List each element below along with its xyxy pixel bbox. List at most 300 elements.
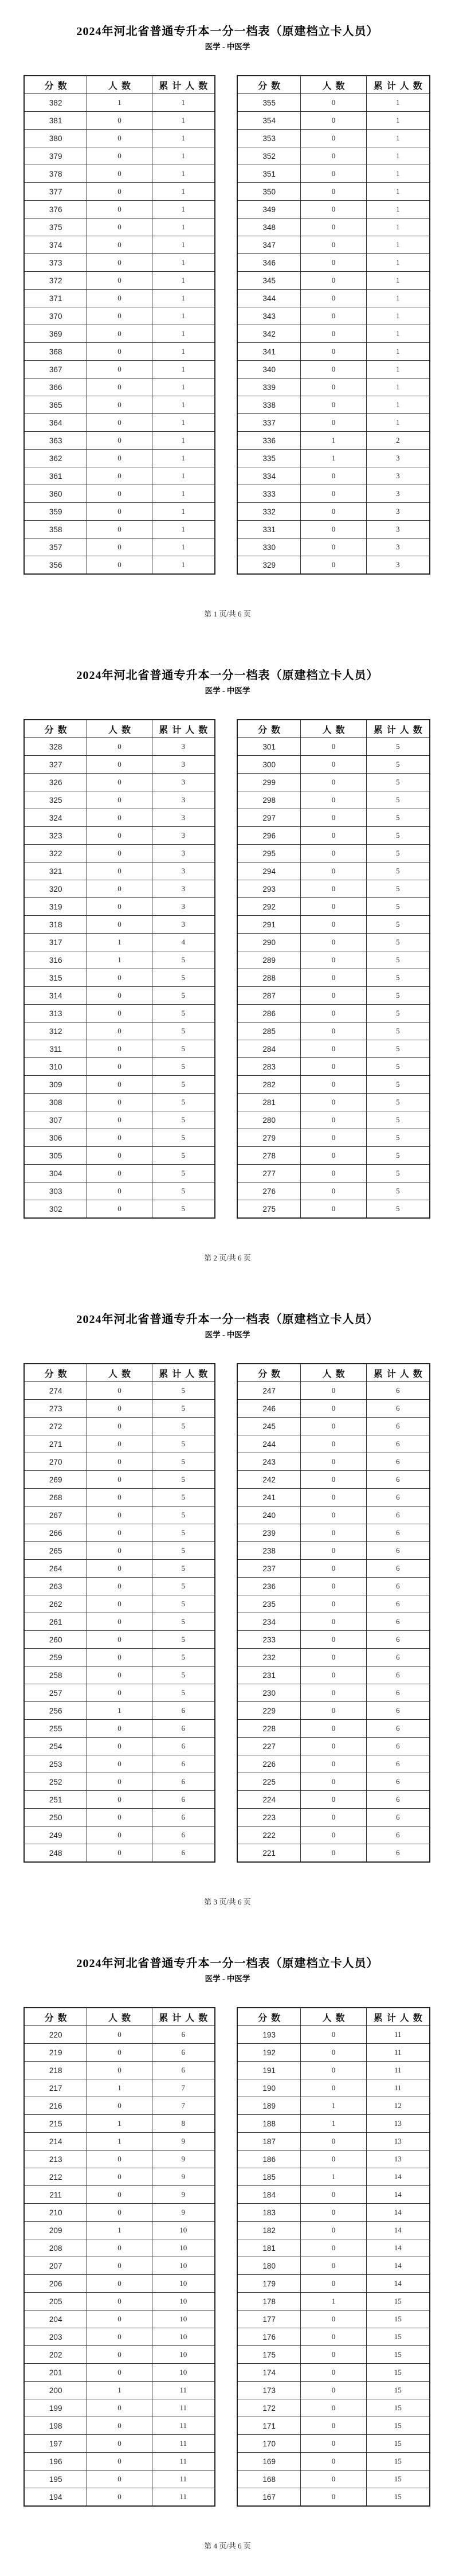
count-cell: 0 — [87, 791, 152, 809]
count-cell: 0 — [87, 183, 152, 201]
count-cell: 0 — [87, 2150, 152, 2168]
score-table-left — [23, 719, 215, 1219]
table-row — [24, 1524, 215, 1542]
count-cell: 0 — [87, 165, 152, 183]
score-cell: 281 — [237, 1094, 301, 1111]
count-cell: 0 — [87, 738, 152, 756]
table-row — [24, 1111, 215, 1129]
score-cell: 317 — [24, 934, 87, 951]
count-cell: 0 — [87, 845, 152, 862]
count-cell: 0 — [87, 2204, 152, 2222]
cumulative-cell: 6 — [152, 1773, 215, 1791]
table-row — [24, 2435, 215, 2453]
table-row — [237, 2186, 430, 2204]
cumulative-cell: 10 — [152, 2364, 215, 2382]
score-cell: 204 — [24, 2310, 87, 2328]
score-cell: 373 — [24, 254, 87, 272]
count-cell: 1 — [301, 2293, 366, 2310]
cumulative-cell: 9 — [152, 2150, 215, 2168]
score-cell: 233 — [237, 1631, 301, 1649]
count-cell: 0 — [301, 2364, 366, 2382]
score-cell: 276 — [237, 1182, 301, 1200]
table-row — [237, 2079, 430, 2097]
score-cell: 215 — [24, 2115, 87, 2133]
table-row — [24, 774, 215, 791]
score-cell: 242 — [237, 1471, 301, 1489]
count-cell: 0 — [301, 1200, 366, 1219]
page-subtitle: 医学 - 中医学 — [205, 1974, 250, 1983]
score-cell: 184 — [237, 2186, 301, 2204]
count-cell: 0 — [301, 1560, 366, 1578]
count-cell: 0 — [87, 2239, 152, 2257]
cumulative-cell: 6 — [366, 1755, 430, 1773]
count-cell: 0 — [87, 2168, 152, 2186]
score-cell: 177 — [237, 2310, 301, 2328]
table-row — [24, 1613, 215, 1631]
cumulative-cell: 15 — [366, 2382, 430, 2399]
cumulative-cell: 6 — [152, 2044, 215, 2062]
table-row — [24, 2186, 215, 2204]
count-cell: 0 — [301, 254, 366, 272]
cumulative-cell: 9 — [152, 2168, 215, 2186]
count-cell: 0 — [87, 1005, 152, 1022]
score-cell: 212 — [24, 2168, 87, 2186]
score-cell: 168 — [237, 2470, 301, 2488]
table-row — [24, 1382, 215, 1400]
table-row — [24, 1094, 215, 1111]
table-row — [24, 2026, 215, 2044]
column-header-count: 人数 — [301, 76, 366, 94]
table-row — [24, 1040, 215, 1058]
table-row — [24, 378, 215, 396]
score-cell: 190 — [237, 2079, 301, 2097]
table-row — [24, 2399, 215, 2417]
count-cell: 0 — [87, 538, 152, 556]
count-cell: 0 — [301, 556, 366, 575]
cumulative-cell: 1 — [366, 218, 430, 236]
count-cell: 0 — [301, 1094, 366, 1111]
score-cell: 180 — [237, 2257, 301, 2275]
count-cell: 0 — [87, 1773, 152, 1791]
score-cell: 191 — [237, 2062, 301, 2079]
score-cell: 247 — [237, 1382, 301, 1400]
score-cell: 214 — [24, 2133, 87, 2150]
cumulative-cell: 5 — [152, 1435, 215, 1453]
count-cell: 0 — [301, 1453, 366, 1471]
cumulative-cell: 1 — [152, 467, 215, 485]
cumulative-cell: 5 — [366, 1147, 430, 1165]
table-row — [24, 1631, 215, 1649]
cumulative-cell: 5 — [152, 1560, 215, 1578]
cumulative-cell: 13 — [366, 2133, 430, 2150]
table-row — [24, 969, 215, 987]
table-row — [237, 987, 430, 1005]
table-header-row — [24, 1364, 215, 1382]
cumulative-cell: 5 — [152, 1418, 215, 1435]
score-cell: 300 — [237, 756, 301, 774]
score-cell: 316 — [24, 951, 87, 969]
column-header-score: 分数 — [24, 76, 87, 94]
cumulative-cell: 5 — [366, 1111, 430, 1129]
table-row — [237, 2222, 430, 2239]
table-row — [24, 272, 215, 290]
table-row — [237, 130, 430, 147]
table-row — [237, 1418, 430, 1435]
table-row — [24, 2293, 215, 2310]
score-cell: 381 — [24, 112, 87, 130]
score-cell: 187 — [237, 2133, 301, 2150]
table-row — [237, 1720, 430, 1738]
cumulative-cell: 14 — [366, 2168, 430, 2186]
table-row — [237, 1094, 430, 1111]
count-cell: 0 — [87, 1738, 152, 1755]
count-cell: 0 — [301, 1649, 366, 1666]
score-cell: 285 — [237, 1022, 301, 1040]
count-cell: 0 — [87, 1400, 152, 1418]
score-cell: 223 — [237, 1809, 301, 1826]
cumulative-cell: 5 — [152, 1005, 215, 1022]
count-cell: 0 — [301, 2062, 366, 2079]
cumulative-cell: 1 — [366, 396, 430, 414]
score-cell: 284 — [237, 1040, 301, 1058]
table-row — [24, 2204, 215, 2222]
cumulative-cell: 3 — [152, 880, 215, 898]
count-cell: 0 — [87, 1182, 152, 1200]
table-row — [24, 396, 215, 414]
cumulative-cell: 5 — [152, 1094, 215, 1111]
score-cell: 238 — [237, 1542, 301, 1560]
cumulative-cell: 6 — [366, 1524, 430, 1542]
cumulative-cell: 3 — [152, 774, 215, 791]
score-cell: 347 — [237, 236, 301, 254]
count-cell: 0 — [87, 1720, 152, 1738]
score-cell: 251 — [24, 1791, 87, 1809]
cumulative-cell: 5 — [366, 916, 430, 934]
count-cell: 0 — [87, 2364, 152, 2382]
cumulative-cell: 6 — [366, 1435, 430, 1453]
table-row — [24, 880, 215, 898]
cumulative-cell: 1 — [366, 165, 430, 183]
count-cell: 0 — [301, 2382, 366, 2399]
table-row — [24, 1147, 215, 1165]
score-cell: 355 — [237, 94, 301, 112]
count-cell: 0 — [301, 1578, 366, 1595]
table-row — [24, 862, 215, 880]
count-cell: 0 — [87, 969, 152, 987]
table-row — [237, 969, 430, 987]
cumulative-cell: 14 — [366, 2186, 430, 2204]
score-cell: 248 — [24, 1844, 87, 1863]
score-cell: 188 — [237, 2115, 301, 2133]
score-cell: 278 — [237, 1147, 301, 1165]
count-cell: 0 — [301, 147, 366, 165]
score-cell: 232 — [237, 1649, 301, 1666]
count-cell: 0 — [301, 1542, 366, 1560]
count-cell: 0 — [301, 2275, 366, 2293]
cumulative-cell: 6 — [366, 1844, 430, 1863]
table-row — [24, 1791, 215, 1809]
count-cell: 0 — [87, 1666, 152, 1684]
score-cell: 265 — [24, 1542, 87, 1560]
score-cell: 306 — [24, 1129, 87, 1147]
cumulative-cell: 6 — [366, 1506, 430, 1524]
column-header-cumulative: 累计人数 — [152, 1364, 215, 1382]
column-header-score: 分数 — [24, 720, 87, 738]
count-cell: 0 — [301, 1471, 366, 1489]
cumulative-cell: 11 — [366, 2026, 430, 2044]
score-cell: 288 — [237, 969, 301, 987]
column-header-cumulative: 累计人数 — [152, 720, 215, 738]
count-cell: 0 — [301, 2435, 366, 2453]
count-cell: 0 — [301, 774, 366, 791]
score-cell: 252 — [24, 1773, 87, 1791]
cumulative-cell: 11 — [152, 2470, 215, 2488]
cumulative-cell: 3 — [366, 485, 430, 503]
table-row — [24, 94, 215, 112]
count-cell: 0 — [87, 1022, 152, 1040]
table-row — [237, 2133, 430, 2150]
count-cell: 0 — [301, 1165, 366, 1182]
count-cell: 0 — [87, 2470, 152, 2488]
table-row — [24, 1022, 215, 1040]
column-header-score: 分数 — [237, 76, 301, 94]
table-row — [24, 485, 215, 503]
count-cell: 0 — [301, 1702, 366, 1720]
score-cell: 293 — [237, 880, 301, 898]
count-cell: 0 — [301, 2239, 366, 2257]
cumulative-cell: 8 — [152, 2115, 215, 2133]
score-cell: 260 — [24, 1631, 87, 1649]
table-row — [237, 2417, 430, 2435]
table-row — [237, 1826, 430, 1844]
table-row — [24, 130, 215, 147]
cumulative-cell: 3 — [152, 845, 215, 862]
score-cell: 222 — [237, 1826, 301, 1844]
table-row — [24, 1418, 215, 1435]
table-row — [237, 2293, 430, 2310]
cumulative-cell: 3 — [152, 791, 215, 809]
score-cell: 326 — [24, 774, 87, 791]
table-row — [24, 414, 215, 432]
count-cell: 0 — [87, 307, 152, 325]
count-cell: 0 — [87, 1560, 152, 1578]
count-cell: 0 — [301, 307, 366, 325]
score-cell: 309 — [24, 1076, 87, 1094]
score-cell: 261 — [24, 1613, 87, 1631]
score-cell: 357 — [24, 538, 87, 556]
table-row — [237, 1702, 430, 1720]
count-cell: 1 — [301, 450, 366, 467]
cumulative-cell: 5 — [366, 880, 430, 898]
score-cell: 231 — [237, 1666, 301, 1684]
count-cell: 1 — [301, 2097, 366, 2115]
table-row — [24, 290, 215, 307]
score-cell: 295 — [237, 845, 301, 862]
cumulative-cell: 9 — [152, 2133, 215, 2150]
table-row — [24, 1844, 215, 1863]
table-row — [237, 1382, 430, 1400]
table-row — [237, 1400, 430, 1418]
table-row — [237, 1182, 430, 1200]
score-cell: 271 — [24, 1435, 87, 1453]
table-row — [237, 2239, 430, 2257]
score-cell: 307 — [24, 1111, 87, 1129]
cumulative-cell: 5 — [152, 1111, 215, 1129]
cumulative-cell: 9 — [152, 2204, 215, 2222]
count-cell: 1 — [87, 1702, 152, 1720]
cumulative-cell: 6 — [152, 1809, 215, 1826]
score-cell: 325 — [24, 791, 87, 809]
count-cell: 0 — [301, 2133, 366, 2150]
cumulative-cell: 1 — [152, 556, 215, 575]
table-row — [24, 1560, 215, 1578]
count-cell: 1 — [87, 2133, 152, 2150]
cumulative-cell: 5 — [366, 1058, 430, 1076]
table-row — [237, 1613, 430, 1631]
table-row — [24, 1702, 215, 1720]
count-cell: 0 — [87, 1040, 152, 1058]
column-header-count: 人数 — [301, 720, 366, 738]
table-row — [237, 1165, 430, 1182]
table-row — [237, 1489, 430, 1506]
page-title: 2024年河北省普通专升本一分一档表（原建档立卡人员） — [76, 25, 379, 38]
count-cell: 0 — [87, 880, 152, 898]
score-cell: 337 — [237, 414, 301, 432]
score-cell: 291 — [237, 916, 301, 934]
cumulative-cell: 1 — [366, 307, 430, 325]
cumulative-cell: 5 — [366, 827, 430, 845]
cumulative-cell: 5 — [152, 1182, 215, 1200]
score-cell: 382 — [24, 94, 87, 112]
table-row — [237, 272, 430, 290]
score-cell: 195 — [24, 2470, 87, 2488]
table-row — [237, 343, 430, 361]
score-cell: 275 — [237, 1200, 301, 1219]
score-cell: 227 — [237, 1738, 301, 1755]
column-header-cumulative: 累计人数 — [366, 720, 430, 738]
cumulative-cell: 1 — [366, 112, 430, 130]
count-cell: 0 — [301, 2150, 366, 2168]
score-cell: 219 — [24, 2044, 87, 2062]
score-cell: 181 — [237, 2239, 301, 2257]
table-row — [237, 1560, 430, 1578]
document-page-4 — [0, 1932, 455, 2576]
cumulative-cell: 3 — [152, 916, 215, 934]
table-row — [237, 112, 430, 130]
count-cell: 0 — [301, 236, 366, 254]
count-cell: 0 — [301, 1773, 366, 1791]
count-cell: 0 — [301, 1111, 366, 1129]
score-cell: 226 — [237, 1755, 301, 1773]
table-row — [24, 1773, 215, 1791]
score-cell: 320 — [24, 880, 87, 898]
count-cell: 1 — [301, 432, 366, 450]
count-cell: 0 — [87, 1809, 152, 1826]
score-table-left — [23, 75, 215, 575]
count-cell: 0 — [301, 378, 366, 396]
score-cell: 290 — [237, 934, 301, 951]
score-cell: 364 — [24, 414, 87, 432]
column-header-count: 人数 — [87, 720, 152, 738]
count-cell: 0 — [301, 1022, 366, 1040]
table-row — [24, 503, 215, 521]
score-cell: 218 — [24, 2062, 87, 2079]
count-cell: 0 — [87, 916, 152, 934]
score-cell: 331 — [237, 521, 301, 538]
score-cell: 245 — [237, 1418, 301, 1435]
count-cell: 0 — [87, 485, 152, 503]
count-cell: 0 — [87, 1595, 152, 1613]
count-cell: 0 — [87, 2346, 152, 2364]
cumulative-cell: 6 — [366, 1720, 430, 1738]
cumulative-cell: 5 — [366, 1182, 430, 1200]
count-cell: 0 — [87, 1791, 152, 1809]
cumulative-cell: 14 — [366, 2275, 430, 2293]
score-cell: 378 — [24, 165, 87, 183]
cumulative-cell: 10 — [152, 2257, 215, 2275]
table-row — [237, 325, 430, 343]
score-cell: 308 — [24, 1094, 87, 1111]
count-cell: 0 — [301, 756, 366, 774]
cumulative-cell: 5 — [366, 898, 430, 916]
cumulative-cell: 1 — [152, 183, 215, 201]
score-cell: 170 — [237, 2435, 301, 2453]
cumulative-cell: 6 — [152, 1702, 215, 1720]
count-cell: 0 — [87, 343, 152, 361]
count-cell: 0 — [301, 880, 366, 898]
cumulative-cell: 5 — [152, 1382, 215, 1400]
score-cell: 338 — [237, 396, 301, 414]
cumulative-cell: 3 — [152, 738, 215, 756]
cumulative-cell: 3 — [366, 556, 430, 575]
table-header-row — [237, 720, 430, 738]
table-row — [24, 361, 215, 378]
score-cell: 352 — [237, 147, 301, 165]
count-cell: 0 — [87, 827, 152, 845]
score-cell: 198 — [24, 2417, 87, 2435]
count-cell: 0 — [301, 361, 366, 378]
cumulative-cell: 6 — [152, 1844, 215, 1863]
count-cell: 0 — [87, 1418, 152, 1435]
table-row — [237, 201, 430, 218]
table-row — [24, 2062, 215, 2079]
table-row — [24, 432, 215, 450]
table-row — [237, 2168, 430, 2186]
score-cell: 335 — [237, 450, 301, 467]
score-cell: 333 — [237, 485, 301, 503]
count-cell: 0 — [87, 1613, 152, 1631]
count-cell: 0 — [301, 1631, 366, 1649]
cumulative-cell: 5 — [366, 845, 430, 862]
cumulative-cell: 11 — [152, 2488, 215, 2507]
count-cell: 0 — [301, 898, 366, 916]
score-cell: 369 — [24, 325, 87, 343]
table-row — [237, 2453, 430, 2470]
table-row — [237, 236, 430, 254]
table-row — [24, 1826, 215, 1844]
cumulative-cell: 1 — [152, 325, 215, 343]
cumulative-cell: 6 — [366, 1809, 430, 1826]
cumulative-cell: 6 — [152, 1791, 215, 1809]
cumulative-cell: 1 — [152, 343, 215, 361]
count-cell: 0 — [87, 862, 152, 880]
table-row — [237, 467, 430, 485]
count-cell: 0 — [87, 254, 152, 272]
count-cell: 0 — [301, 1738, 366, 1755]
cumulative-cell: 1 — [152, 307, 215, 325]
count-cell: 0 — [87, 2488, 152, 2507]
count-cell: 0 — [301, 1182, 366, 1200]
